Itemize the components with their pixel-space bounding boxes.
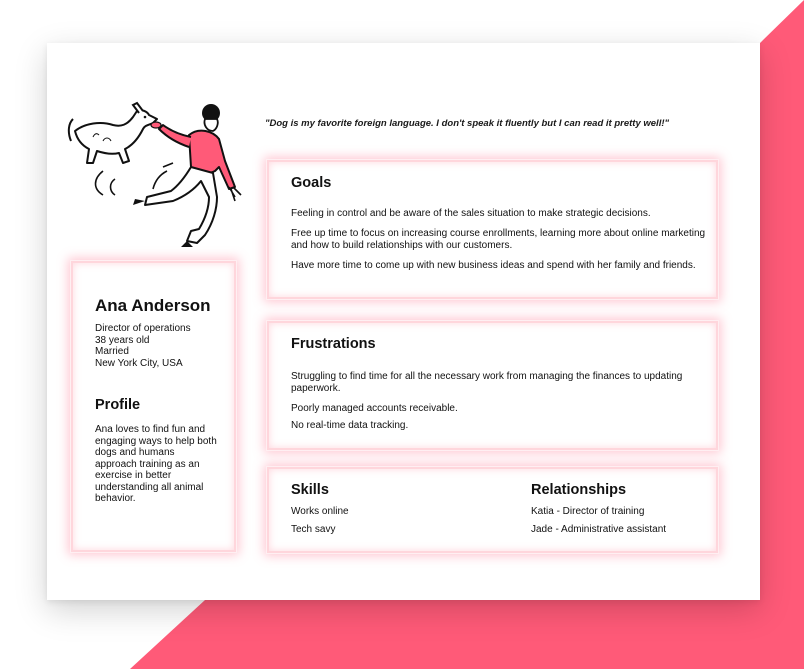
persona-details (95, 323, 191, 369)
relationship-item: Katia - Director of training (531, 506, 645, 517)
frustration-item: Poorly managed accounts receivable. (291, 403, 458, 414)
skills-heading: Skills (291, 482, 329, 498)
skills-relationships-panel (267, 467, 718, 553)
profile-bio: Ana loves to find fun and engaging ways to help both dogs and humans approach training as an exercise in better understanding all animal behavior. (95, 424, 217, 504)
goal-item: Feeling in control and be aware of the sales situation to make strategic decisions. (291, 208, 651, 219)
profile-panel (71, 261, 236, 552)
persona-age: 38 years old (95, 334, 150, 346)
persona-quote: "Dog is my favorite foreign language. I don't speak it fluently but I can read it pretty well!" (265, 118, 669, 129)
goals-panel (267, 160, 718, 299)
goal-item: Have more time to come up with new business ideas and spend with her family and friends. (291, 260, 696, 271)
frustrations-panel (267, 321, 718, 450)
frustration-item: No real-time data tracking. (291, 420, 409, 431)
skill-item: Tech savy (291, 524, 336, 535)
persona-card (47, 43, 760, 600)
profile-heading: Profile (95, 397, 141, 413)
relationship-item: Jade - Administrative assistant (531, 524, 667, 535)
goal-item: Free up time to focus on increasing course enrollments, learning more about online marketing and how to build relationships with our customers. (291, 228, 706, 251)
persona-status: Married (95, 346, 129, 357)
woman-with-dog-illustration (63, 101, 243, 249)
persona-name: Ana Anderson (95, 296, 211, 315)
goals-heading: Goals (291, 175, 332, 191)
persona-location: New York City, USA (95, 357, 183, 369)
frustration-item: Struggling to find time for all the necessary work from managing the finances to updating paperwork. (291, 371, 683, 394)
relationships-heading: Relationships (531, 482, 627, 498)
frustrations-heading: Frustrations (291, 336, 376, 352)
skill-item: Works online (291, 506, 349, 517)
persona-role: Director of operations (95, 323, 191, 334)
